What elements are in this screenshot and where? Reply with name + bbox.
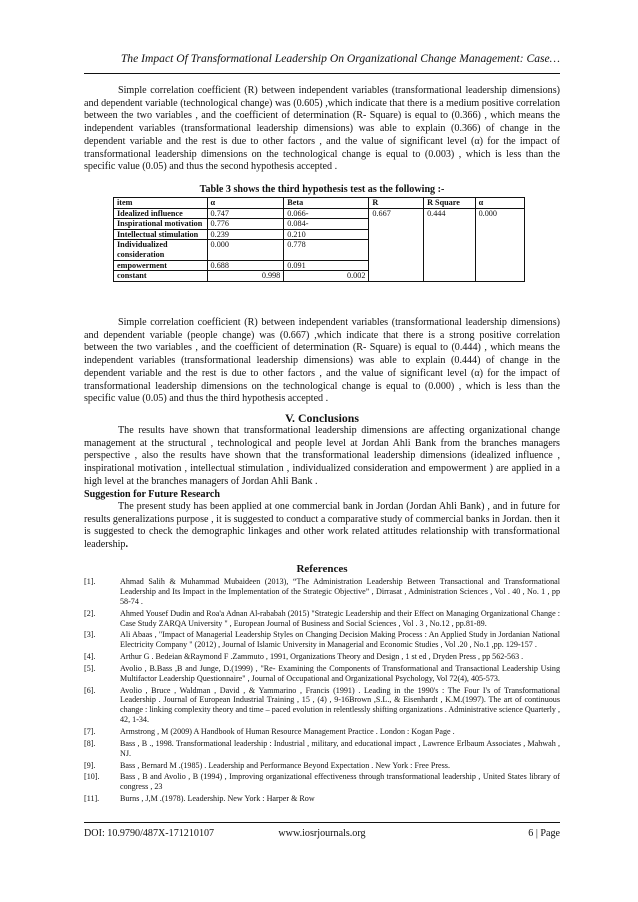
reference-number: [8].: [84, 738, 96, 748]
row-alpha: 0.747: [207, 208, 284, 219]
reference-text: Bass , Bernard M .(1985) . Leadership and Performance Beyond Expectation . New York : Free Press.: [120, 760, 450, 770]
header-cell-item: item: [114, 198, 208, 209]
row-beta: 0.002: [284, 271, 369, 282]
row-item: Inspirational motivation: [114, 219, 208, 230]
reference-number: [10].: [84, 772, 100, 782]
reference-text: Burns , J,M .(1978). Leadership. New York : Harper & Row: [120, 794, 315, 804]
reference-text: Arthur G . Bedeian &Raymond F .Zammuto , 1991, Organizations Theory and Design , 1 st ed , Dryden Press , pp 562-563 .: [120, 652, 524, 662]
footer-website-link[interactable]: www.iosrjournals.org: [278, 828, 366, 839]
header-cell-r-square: R Square: [424, 198, 476, 209]
cell-r-value: 0.667: [369, 208, 424, 281]
reference-text: Avolio , Bruce , Waldman , David , & Yammarino , Francis (1991) . Leading in the 1990's : The Four I's of Transformational Leadership . Journal of European Industrial Training , 15 , (4) , 9-16Brown ,S.L., & Eisenhardt , K.M.(1997). The art of continuous change : linking complexity theory and time – paced evolution in relentlessly shifting organizations . Administrative science Quarterly , 42, 1-34.: [120, 685, 560, 725]
table-row: [114, 208, 525, 219]
row-alpha: 0.998: [207, 271, 284, 282]
reference-number: [11].: [84, 794, 100, 804]
table-3: [113, 197, 525, 282]
reference-text: Bass , B ., 1998. Transformational leadership : Industrial , military, and educational impact , Lawrence Erlbaum Associates , Mahwah , NJ.: [120, 738, 560, 758]
row-alpha: 0.688: [207, 260, 284, 271]
header-cell-r: R: [369, 198, 424, 209]
paragraph-conclusions: The results have shown that transformational leadership dimensions are affecting organizational change management at the structural , technological and people level at Jordan Ahli Bank from the branches managers perspective , also the results have shown that the transformational leadership dimensions (idealized influence , inspirational motivation , intellectual stimulation , individualized consideration and empowerment ) are applied in a high level at the branches managers of Jordan Ahli Bank .: [84, 425, 560, 487]
footer-doi: DOI: 10.9790/487X-171210107: [84, 828, 215, 839]
row-item: constant: [114, 271, 208, 282]
reference-number: [3].: [84, 630, 96, 640]
reference-item: [84, 686, 560, 726]
header-cell-alpha-total: α: [475, 198, 524, 209]
reference-number: [4].: [84, 652, 96, 662]
references-heading: References: [296, 563, 348, 575]
table-3-caption: Table 3 shows the third hypothesis test as the following :-: [199, 184, 445, 195]
reference-text: Ahmed Yousef Dudin and Roa'a Adnan Al-rababah (2015) "Strategic Leadership and their Effect on Managing Organizational Change : Case Study ZARQA University " , European Journal of Business and Social Sciences , Vol . 3 , No.12 , pp.81-89.: [120, 608, 560, 628]
reference-number: [2].: [84, 608, 96, 618]
future-research-end-mark: .: [125, 539, 129, 551]
reference-item: [84, 772, 560, 792]
reference-item: [84, 630, 560, 650]
running-header: The Impact Of Transformational Leadership On Organizational Change Management: Case…: [120, 52, 560, 65]
reference-text: Bass , B and Avolio , B (1994) , Improving organizational effectiveness through transformational leadership , United States library of congress , 23: [120, 772, 560, 792]
row-item: empowerment: [114, 260, 208, 271]
reference-item: [84, 609, 560, 629]
row-alpha: 0.776: [207, 219, 284, 230]
header-cell-beta: Beta: [284, 198, 369, 209]
reference-number: [6].: [84, 685, 96, 695]
reference-item: [84, 794, 560, 804]
table-header-row: [114, 198, 525, 209]
reference-item: [84, 727, 560, 737]
row-item: Intellectual stimulation: [114, 229, 208, 240]
row-beta: 0.066-: [284, 208, 369, 219]
row-beta: 0.091: [284, 260, 369, 271]
paragraph-hypothesis-2-result: Simple correlation coefficient (R) between independent variables (transformational leadership dimensions) and dependent variable (technological change) was (0.605) ,which indicate that there is a medium positive correlation between the two variables , and the coefficient of determination (R- Square) is equal to (0.366) , which means the independent variables (transformational leadership dimensions) was able to explain (0.366) of change in the dependent variable and the rest is due to other factors , and the value of significant level (α) for the impact of transformational leadership dimensions on the technological change is equal to (0.003) , which is less than the specific value (0.05) and thus the second hypothesis accepted .: [84, 85, 560, 173]
reference-item: [84, 652, 560, 662]
paragraph-hypothesis-3-result: Simple correlation coefficient (R) between independent variables (transformational leadership dimensions) and dependent variable (people change) was (0.667) ,which indicate that there is a strong positive correlation between the two variables , and the coefficient of determination (R- Square) is equal to (0.444) , which means the independent variables (transformational leadership dimensions) was able to explain (0.444) of change in the dependent variable and the rest is due to other factors , and the value of significant level (α) for the impact of transformational leadership dimensions on the technological change is equal to (0.000) , which is less than the specific value (0.05) and thus the third hypothesis accepted .: [84, 317, 560, 405]
reference-item: [84, 761, 560, 771]
row-beta: 0.084-: [284, 219, 369, 230]
paragraph-future-research: [84, 501, 560, 552]
reference-item: [84, 577, 560, 607]
row-alpha: 0.000: [207, 240, 284, 260]
header-cell-alpha: α: [207, 198, 284, 209]
reference-number: [9].: [84, 760, 96, 770]
reference-text: Ali Abaas , "Impact of Managerial Leadership Styles on Changing Decision Making Process : An Applied Study in Jordanian National Electricity Company " (2012) , Journal of Islamic University in Managerial and Economic Studies , Vol .20 , No.1 ,pp. 129-157 .: [120, 630, 560, 650]
reference-item: [84, 739, 560, 759]
reference-number: [1].: [84, 577, 96, 586]
footer-page-number: 6 | Page: [528, 828, 560, 839]
row-beta: 0.210: [284, 229, 369, 240]
future-research-text: The present study has been applied at one commercial bank in Jordan (Jordan Ahli Bank) , and in future for results generalizations purpose , it is suggested to conduct a comparative study of commercial banks in Jordan. then it is suggested to check the demographic linkages and other work related attitudes relationship with transformational leadership: [84, 501, 560, 551]
reference-list: [84, 577, 560, 806]
row-beta: 0.778: [284, 240, 369, 260]
row-alpha: 0.239: [207, 229, 284, 240]
section-heading-conclusions: V. Conclusions: [285, 411, 359, 425]
row-item: Individualized consideration: [114, 240, 208, 260]
reference-number: [7].: [84, 727, 96, 737]
footer-rule: [84, 822, 560, 823]
reference-text: Armstrong , M (2009) A Handbook of Human Resource Management Practice . London : Kogan Page .: [120, 727, 455, 737]
row-item: Idealized influence: [114, 208, 208, 219]
subheading-future-research: Suggestion for Future Research: [84, 489, 220, 500]
reference-text: Ahmad Salih & Muhammad Mubaideen (2013), “The Administration Leadership Between Transactional and Transformational Leadership and Its Impact in the Implementation of the Strategic Objective” , Dirrasat , Administration Sciences , Vol . 40 , No. 1 , pp 58-74 .: [120, 577, 560, 606]
reference-number: [5].: [84, 663, 96, 673]
cell-r-square-value: 0.444: [424, 208, 476, 281]
cell-alpha-total-value: 0.000: [475, 208, 524, 281]
reference-text: Avolio , B.Bass ,B and Junge, D.(1999) , "Re- Examining the Components of Transformational and Transactional Leadership Using Multifactor Leadership Questionnaire" , Journal of Occupational and Organizational Psychology, Vol 72(4), 405-573.: [120, 663, 560, 683]
header-rule: [84, 73, 560, 74]
reference-item: [84, 664, 560, 684]
